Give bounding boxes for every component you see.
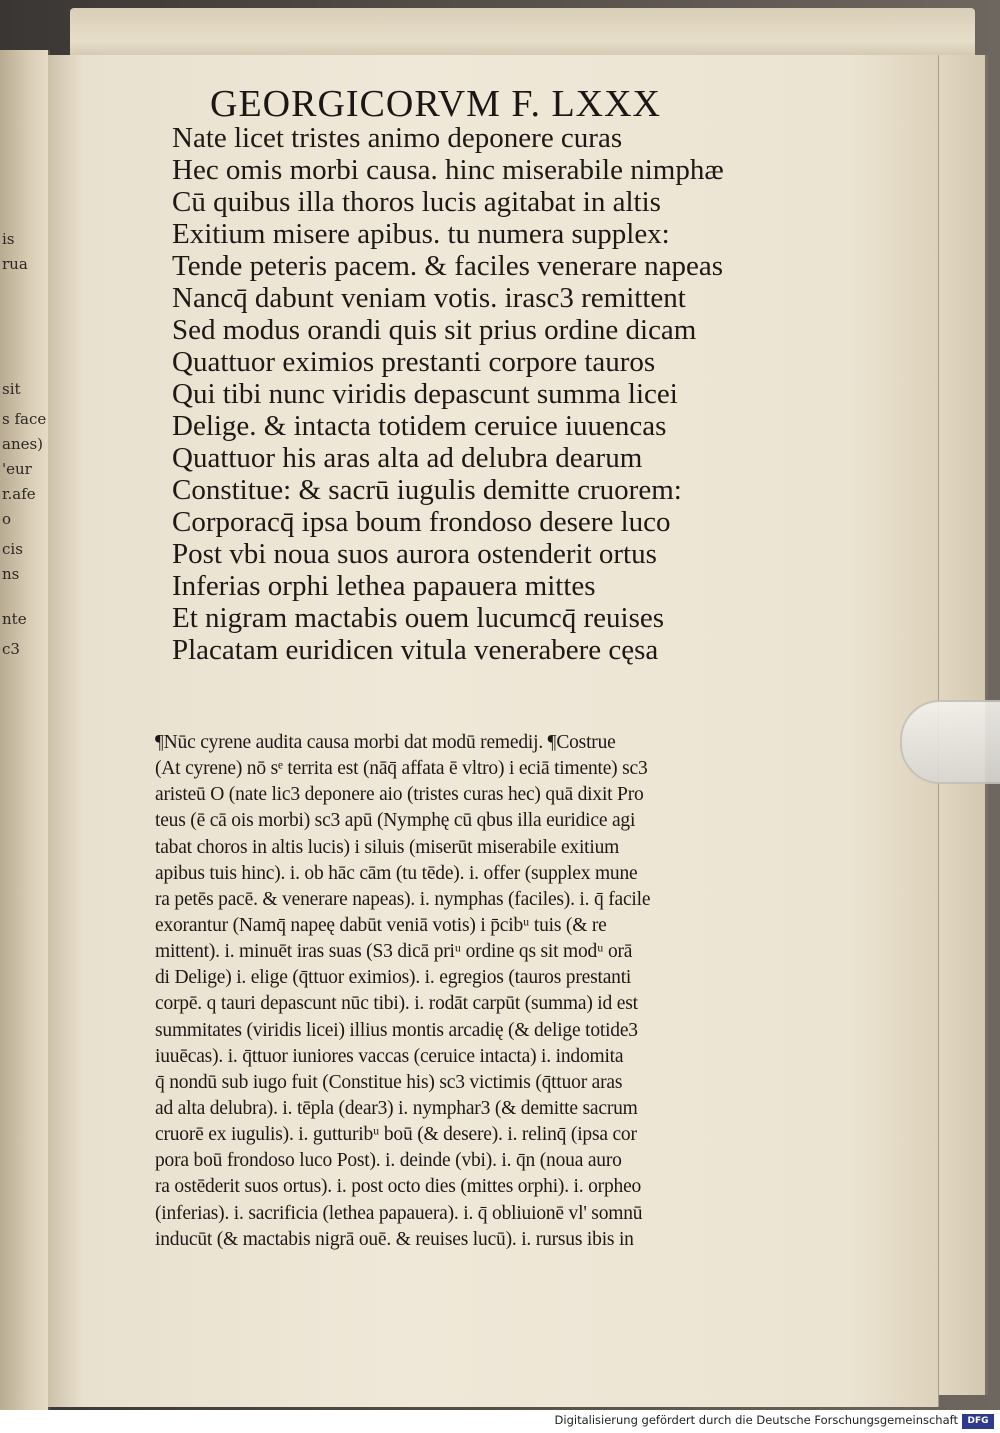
commentary-line: di Delige) i. elige (q̄ttuor eximios). i. egregios (tauros prestanti	[155, 967, 632, 989]
footer-bar	[0, 1410, 1000, 1433]
commentary-line: pora boū frondoso luco Post). i. deinde (vbi). i. q̄n (noua auro	[155, 1150, 622, 1172]
left-page-fragment: 'eur	[2, 460, 32, 478]
commentary-line: summitates (viridis licei) illius montis arcadię (& delige totide3	[155, 1019, 638, 1041]
commentary-line: exorantur (Namq̄ napeę dabūt veniā votis) i p̄cibᵘ tuis (& re	[155, 914, 607, 936]
verse-line: Cū quibus illa thoros lucis agitabat in altis	[172, 186, 661, 218]
verse-line: Qui tibi nunc viridis depascunt summa licei	[172, 378, 678, 410]
verse-line: Quattuor his aras alta ad delubra dearum	[172, 442, 643, 474]
verse-line: Inferias orphi lethea papauera mittes	[172, 570, 596, 602]
commentary-line: apibus tuis hinc). i. ob hāc cām (tu tēde). i. offer (supplex mune	[155, 862, 638, 884]
left-page-fragment: s face	[2, 410, 47, 428]
verse-line: Nancq̄ dabunt veniam votis. irasc3 remittent	[172, 282, 686, 314]
page-clip	[900, 700, 1000, 784]
dfg-logo: DFG	[962, 1414, 994, 1429]
commentary-line: cruorē ex iugulis). i. gutturibᵘ boū (& desere). i. relinq̄ (ipsa cor	[155, 1124, 637, 1146]
verse-line: Exitium misere apibus. tu numera supplex:	[172, 218, 670, 250]
left-page-fragment: cis	[2, 540, 23, 558]
commentary-line: q̄ nondū sub iugo fuit (Constitue his) sc3 victimis (q̄ttuor aras	[155, 1071, 623, 1093]
commentary-line: aristeū O (nate lic3 deponere aio (tristes curas hec) quā dixit Pro	[155, 784, 644, 806]
left-page-fragment: rua	[2, 255, 28, 273]
commentary-line: ra ostēderit suos ortus). i. post octo dies (mittes orphi). i. orpheo	[155, 1176, 642, 1198]
commentary-block	[155, 730, 795, 1253]
verse-line: Post vbi noua suos aurora ostenderit ortus	[172, 538, 657, 570]
commentary-line: ¶Nūc cyrene audita causa morbi dat modū remedij. ¶Costrue	[155, 732, 616, 753]
verse-block	[172, 122, 792, 666]
commentary-line: corpē. q tauri depascunt nūc tibi). i. rodāt carpūt (summa) id est	[155, 993, 638, 1015]
verse-line: Quattuor eximios prestanti corpore tauros	[172, 346, 656, 378]
left-page-fragment: c3	[2, 640, 20, 658]
commentary-line: teus (ē cā ois morbi) sc3 apū (Nymphę cū qbus illa euridice agi	[155, 810, 636, 832]
verse-line: Tende peteris pacem. & faciles venerare napeas	[172, 250, 724, 282]
verse-line: Hec omis morbi causa. hinc miserabile nimphæ	[172, 154, 724, 186]
left-page-margin	[0, 50, 50, 1410]
verse-line: Et nigram mactabis ouem lucumcq̄ reuises	[172, 602, 665, 634]
left-page-fragment: ns	[2, 565, 20, 583]
commentary-line: inducūt (& mactabis nigrā ouē. & reuises lucū). i. rursus ibis in	[155, 1228, 634, 1250]
verse-line: Corporacq̄ ipsa boum frondoso desere luco	[172, 506, 671, 538]
commentary-line: ra petēs pacē. & venerare napeas). i. nymphas (faciles). i. q̄ facile	[155, 888, 651, 910]
verse-line: Constitue: & sacrū iugulis demitte cruorem:	[172, 474, 682, 506]
left-page-fragment: nte	[2, 610, 27, 628]
commentary-line: tabat choros in altis lucis) i siluis (miserūt miserabile exitium	[155, 836, 620, 858]
commentary-line: (At cyrene) nō sᵉ territa est (nāq̄ affata ē vltro) i eciā timente) sc3	[155, 758, 648, 780]
left-page-fragment: r.afe	[2, 485, 36, 503]
verse-line: Delige. & intacta totidem ceruice iuuencas	[172, 410, 667, 442]
commentary-line: iuuēcas). i. q̄ttuor iuniores vaccas (ceruice intacta) i. indomita	[155, 1045, 624, 1067]
verse-line: Sed modus orandi quis sit prius ordine dicam	[172, 314, 697, 346]
funding-credit: Digitalisierung gefördert durch die Deutsche Forschungsgemeinschaft	[554, 1413, 958, 1427]
commentary-line: mittent). i. minuēt iras suas (S3 dicā priᵘ ordine qs sit modᵘ orā	[155, 941, 633, 963]
left-page-fragment: sit	[2, 380, 21, 398]
left-page-fragment: is	[2, 230, 15, 248]
commentary-line: ad alta delubra). i. tēpla (dear3) i. nymphar3 (& demitte sacrum	[155, 1097, 638, 1119]
left-page-fragment: o	[2, 510, 12, 528]
running-head: GEORGICORVM F. LXXX	[210, 83, 661, 125]
left-page-fragment: anes)	[2, 435, 44, 453]
verse-line: Nate licet tristes animo deponere curas	[172, 122, 623, 154]
commentary-line: (inferias). i. sacrificia (lethea papauera). i. q̄ obliuionē vl' somnū	[155, 1202, 643, 1224]
verse-line: Placatam euridicen vitula venerabere cęsa	[172, 634, 659, 666]
